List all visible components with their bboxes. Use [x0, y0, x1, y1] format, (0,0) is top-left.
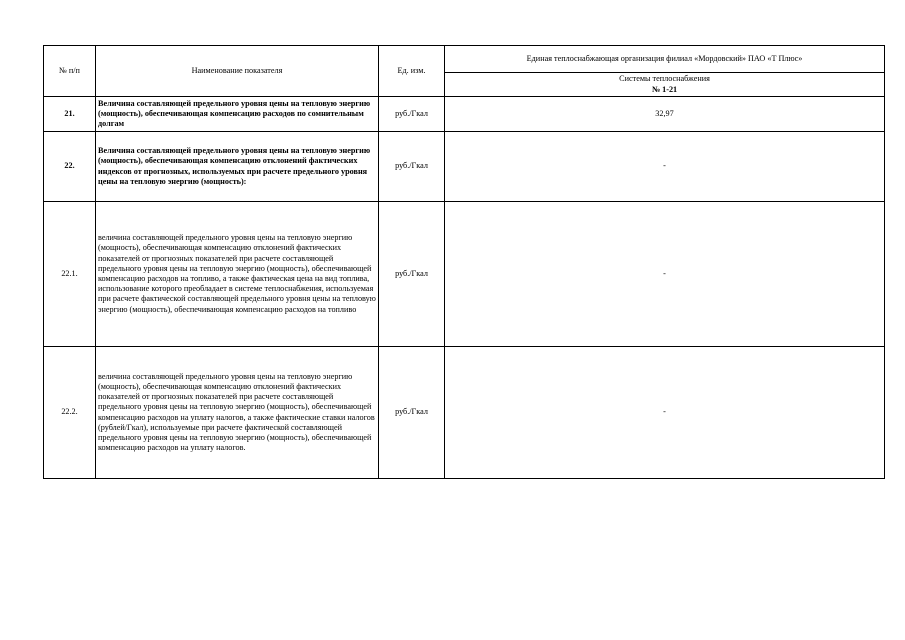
table-row [44, 132, 885, 202]
row-num: 22. [44, 132, 96, 202]
row-name: Величина составляющей предельного уровня цены на тепловую энергию (мощность), обеспечивающая компенсацию расходов по сомнительным долгам [96, 97, 379, 132]
header-systems-line2: № 1-21 [651, 84, 678, 94]
row-name: величина составляющей предельного уровня цены на тепловую энергию (мощность), обеспечивающая компенсацию отклонений фактических показателей от прогнозных показателей при расчете составляющей предельного уровня цены на тепловую энергию (мощность), обеспечивающей компенсацию расходов на уплату налогов, а также фактические ставки налогов (рублей/Гкал), используемые при расчете фактической составляющей предельного уровня цены на тепловую энергию (мощность), обеспечивающей компенсацию расходов на уплату налогов. [96, 347, 379, 479]
table-row [44, 97, 885, 132]
row-num: 22.2. [44, 347, 96, 479]
row-value: - [445, 202, 885, 347]
row-num: 22.1. [44, 202, 96, 347]
header-systems [445, 73, 885, 97]
row-unit: руб./Гкал [379, 132, 445, 202]
header-name: Наименование показателя [96, 46, 379, 97]
header-org: Единая теплоснабжающая организация филиал «Мордовский» ПАО «Т Плюс» [445, 46, 885, 73]
header-systems-line1: Системы теплоснабжения [619, 74, 710, 84]
row-name: Величина составляющей предельного уровня цены на тепловую энергию (мощность), обеспечивающая компенсацию отклонений фактических индексов от прогнозных, используемых при расчете предельного уровня цены на тепловую энергию (мощность): [96, 132, 379, 202]
row-value: - [445, 132, 885, 202]
row-name: величина составляющей предельного уровня цены на тепловую энергию (мощность), обеспечивающая компенсацию отклонений фактических показателей от прогнозных показателей при расчете составляющей предельного уровня цены на тепловую энергию (мощность), обеспечивающей компенсацию расходов на топливо, а также фактическая цена на вид топлива, использование которого преобладает в системе теплоснабжения, используемая при расчете фактической составляющей предельного уровня цены на тепловую энергию (мощность), обеспечивающая компенсацию расходов на топливо [96, 202, 379, 347]
row-unit: руб./Гкал [379, 347, 445, 479]
header-num: № п/п [44, 46, 96, 97]
table-row [44, 202, 885, 347]
header-unit: Ед. изм. [379, 46, 445, 97]
row-num: 21. [44, 97, 96, 132]
row-value: - [445, 347, 885, 479]
row-unit: руб./Гкал [379, 202, 445, 347]
row-unit: руб./Гкал [379, 97, 445, 132]
table-row [44, 347, 885, 479]
row-value: 32,97 [445, 97, 885, 132]
indicators-table [43, 45, 885, 479]
